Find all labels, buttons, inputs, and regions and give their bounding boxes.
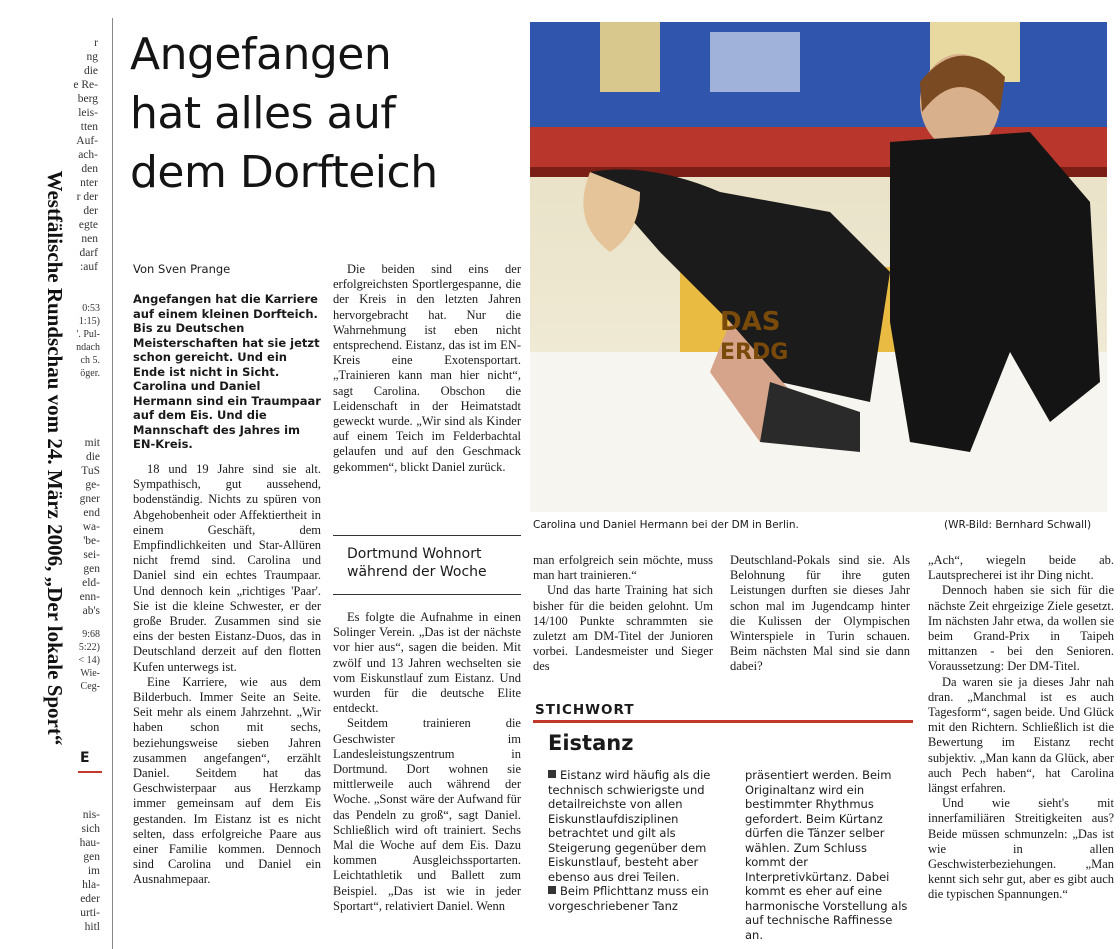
column-divider xyxy=(112,18,113,949)
left-scrap-scores: 9:68 5:22) < 14) Wie- Ceg- xyxy=(78,629,100,692)
source-caption: Westfälische Rundschau vom 24. März 2006, „Der lokale Sport“ xyxy=(43,170,67,746)
article-column-2-bottom xyxy=(333,610,521,949)
article-column-3 xyxy=(533,553,713,675)
stichwort-label: STICHWORT xyxy=(535,702,635,718)
bullet-icon xyxy=(548,770,556,778)
article-column-2 xyxy=(333,262,521,475)
paragraph: Die beiden sind eins der erfolgreichsten Sportlergespanne, die der Kreis in den letzten Jahren hervorgebracht hat. Nur die Wahrnehmung ist eben nicht entsprechend. Eistanz, das ist im EN-Kreis eine Exotensportart. „Trainieren kann man hier nicht“, sagt Carolina. Obschon die Leidenschaft in der Heimatstadt geweckt wurde. „Wir sind als Kinder auf einem Teich im Felderbachtal gelaufen und auf den Geschmack gekommen“, blickt Daniel zurück. xyxy=(333,262,521,474)
headline-line: Angefangen xyxy=(130,29,392,80)
photo-illustration xyxy=(530,22,1107,512)
paragraph: man erfolgreich sein möchte, muss man hart trainieren.“ xyxy=(533,553,713,583)
paragraph: Es folgte die Aufnahme in einen Solinger Verein. „Das ist der nächste vor hier aus“, sagen die beiden. Mit zwölf und 13 Jahren wechselten sie vom Eiskunstlauf zum Eistanz. Und wurden für die deutsche Elite entdeckt. xyxy=(333,610,521,716)
headline xyxy=(130,25,525,202)
photo-credit: (WR-Bild: Bernhard Schwall) xyxy=(944,519,1092,531)
paragraph: Da waren sie ja dieses Jahr nah dran. „Manchmal ist es auch Tagesform“, sagen beide. Und Glück mit den Richtern. Schließlich ist die Bewertung im Eistanz recht subjektiv. „Man kann da Glück, aber auch Pech haben“, hat Carolina längst erfahren. xyxy=(928,674,1114,796)
banner-text: DAS xyxy=(720,307,781,337)
subheading-box xyxy=(333,535,521,595)
article-column-4 xyxy=(730,553,910,675)
left-scrap-rule xyxy=(78,771,102,773)
stichwort-paragraph xyxy=(548,768,728,884)
stichwort-rule xyxy=(533,720,913,723)
left-scrap-mid: 0:53 1:15) '. Pul- ndach ch 5. öger. xyxy=(76,303,100,379)
photo-ice-dancers xyxy=(530,22,1107,512)
paragraph: Deutschland-Pokals sind sie. Als Belohnung für ihre guten Leistungen durften sie dieses Jahr schon mal im Jugendcamp hinter die Kulissen der Olympischen Winterspiele in Turin schauen. Beim nächsten Mal sind sie dann dabei? xyxy=(730,553,910,674)
left-scrap-top: r ng die e Re- berg leis- tten Auf- ach- den nter r der der egte nen darf :auf xyxy=(73,37,98,273)
article-column-5 xyxy=(928,553,1114,949)
stichwort-paragraph xyxy=(548,884,728,913)
stichwort-column-1 xyxy=(548,768,728,913)
headline-line: dem Dorfteich xyxy=(130,147,438,198)
article-column-1 xyxy=(133,462,321,949)
paragraph: Und wie sieht's mit innerfamiliären Streitigkeiten aus? Beide müssen schmunzeln: „Das ist wie in allen Geschwisterbeziehungen. „Man kennt sich sehr gut, aber es gibt auch die typischen Spannungen.“ xyxy=(928,796,1114,902)
headline-line: hat alles auf xyxy=(130,88,396,139)
stichwort-text: präsentiert werden. Beim Originaltanz wird ein bestimmter Rhythmus gefordert. Beim Kürtanz dürfen die Tänzer selber wählen. Zum Schluss kommt der Interpretivkürtanz. Dabei kommt es eher auf eine harmonische Vorstellung als auf technische Raffinesse an. xyxy=(745,768,908,942)
stichwort-column-2 xyxy=(745,768,910,942)
paragraph: Und das harte Training hat sich bisher für die beiden gelohnt. Um 14/100 Punkte schrammten sie zuletzt am DM-Titel der Junioren vorbei. Landesmeister und Sieger des xyxy=(533,583,713,674)
paragraph: „Ach“, wiegeln beide ab. Lautsprecherei ist ihr Ding nicht. xyxy=(928,553,1114,583)
stichwort-text: Beim Pflichttanz muss ein vorgeschriebener Tanz xyxy=(548,884,709,913)
subheading-line: Dortmund Wohnort xyxy=(347,546,482,562)
banner-text: ERDG xyxy=(720,340,789,365)
paragraph: Eine Karriere, wie aus dem Bilderbuch. Immer Seite an Seite. Seit mehr als einem Jahrzehnt. „Wir haben schon mit sechs, beziehungsweise sieben Jahren zusammen angefangen“, erzählt Daniel. Seitdem hat das Geschwisterpaar aus Herzkamp immer gemeinsam auf dem Eis gestanden. Im Eistanz ist es nicht selten, dass erfolgreiche Paare aus einer Familie kommen. Dennoch sind Carolina und Daniel ein Ausnahmepaar. xyxy=(133,674,321,887)
left-scrap-bottom: nis- sich hau- gen im hla- eder urti- hitl xyxy=(79,809,100,933)
paragraph: Seitdem trainieren die Geschwister im Landesleistungszentrum in Dortmund. Dort wohnen sie mittlerweile auch während der Woche. „Sonst wäre der Aufwand für das Pendeln zu groß“, sagt Daniel. Schließlich wird oft trainiert. Sechs Mal die Woche auf dem Eis. Dazu kommen Ausgleichssportarten. Leichtathletik und Ballett zum Beispiel. „Das ist wie in jeder Sportart“, relativiert Daniel. Wenn xyxy=(333,716,521,913)
stichwort-text: Eistanz wird häufig als die technisch schwierigste und detailreichste von allen Eiskunstlaufdisziplinen betrachtet und gilt als Steigerung gegenüber dem Eiskunstlauf, besteht aber ebenso aus drei Teilen. xyxy=(548,768,711,884)
left-scrap-letter: E xyxy=(80,750,90,766)
photo-caption: Carolina und Daniel Hermann bei der DM in Berlin. xyxy=(533,519,799,531)
lead-paragraph: Angefangen hat die Karriere auf einem kleinen Dorfteich. Bis zu Deutschen Meisterschaften hat sie jetzt schon gereicht. Und ein Ende ist nicht in Sicht. Carolina und Daniel Hermann sind ein Traumpaar auf dem Eis. Und die Mannschaft des Jahres im EN-Kreis. xyxy=(133,292,321,451)
bullet-icon xyxy=(548,886,556,894)
subheading-line: während der Woche xyxy=(347,564,487,580)
stichwort-title: Eistanz xyxy=(548,731,634,755)
paragraph: 18 und 19 Jahre sind sie alt. Sympathisch, gut aussehend, bodenständig. Nichts zu spüren von Abgehobenheit oder Affektiertheit in einem Geschäft, dem Empfindlichkeiten und Star-Allüren nicht fremd sind. Carolina und Daniel sind ein echtes Traumpaar. Und dennoch kein „richtiges 'Paar'. Sie ist die kleine Schwester, er der große Bruder. Zusammen sind sie eins der besten Eistanz-Duos, das in Deutschland derzeit auf den flotten Kufen unterwegs ist. xyxy=(133,462,321,674)
left-scrap-lower: mit die TuS ge- gner end wa- 'be- sei- gen eld- enn- ab's xyxy=(79,437,100,617)
byline: Von Sven Prange xyxy=(133,262,231,276)
paragraph: Dennoch haben sie sich für die nächste Zeit ehrgeizige Ziele gesetzt. Im nächsten Jahr etwa, da wollen sie beim Grand-Prix in Taipeh mittanzen - bei den Senioren. Voraussetzung: Der DM-Titel. xyxy=(928,583,1114,674)
